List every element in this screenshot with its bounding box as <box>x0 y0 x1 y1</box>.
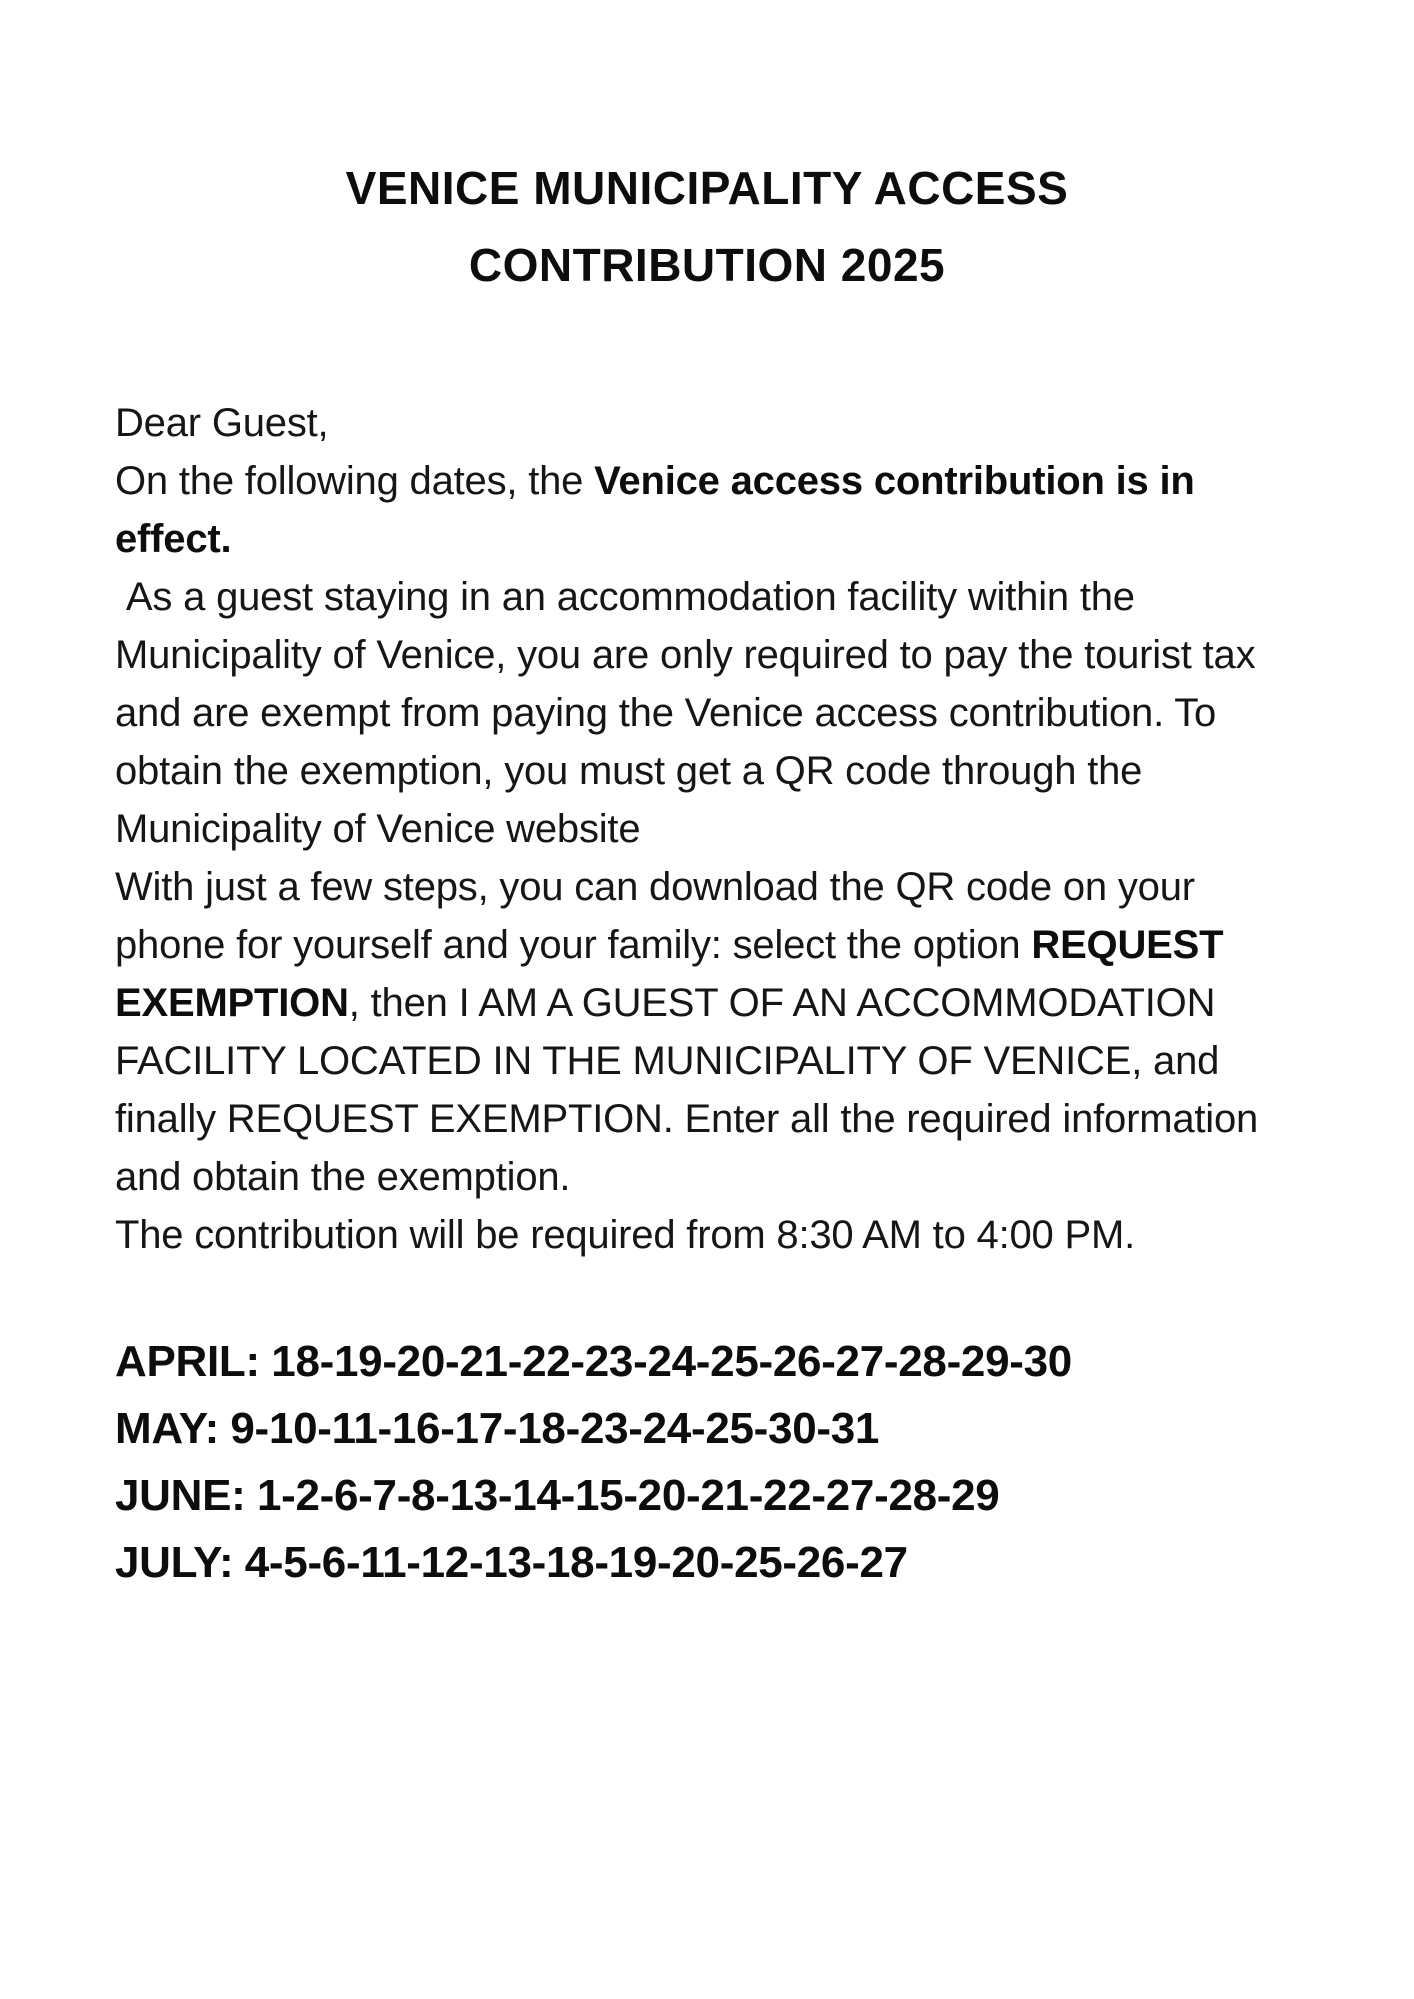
document-body <box>115 394 1306 1264</box>
guest-exemption-text: As a guest staying in an accommodation facility within the Municipality of Venice, you are only required to pay the tourist tax and are exempt from paying the Venice access contribution. To obtain the exemption, you must get a QR code through the Municipality of Venice website <box>115 575 1267 851</box>
date-row-may <box>115 1395 1314 1462</box>
days-july: 4-5-6-11-12-13-18-19-20-25-26-27 <box>244 1538 908 1587</box>
title-line-1: VENICE MUNICIPALITY ACCESS <box>345 162 1069 214</box>
date-row-july <box>115 1529 1314 1596</box>
document-title <box>0 0 1414 304</box>
greeting-line <box>115 394 1306 452</box>
days-may: 9-10-11-16-17-18-23-24-25-30-31 <box>230 1404 880 1453</box>
steps-paragraph <box>115 858 1306 1206</box>
title-line-2: CONTRIBUTION 2025 <box>468 239 946 291</box>
date-row-june <box>115 1462 1314 1529</box>
date-row-april <box>115 1328 1314 1395</box>
month-label-april: APRIL: <box>115 1337 260 1386</box>
month-label-may: MAY: <box>115 1404 219 1453</box>
month-label-july: JULY: <box>115 1538 234 1587</box>
greeting-text: Dear Guest, <box>115 401 329 445</box>
steps-text-part1: With just a few steps, you can download the QR code on your phone for yourself and your family: select the option <box>115 865 1206 967</box>
dates-list <box>115 1328 1314 1596</box>
month-label-june: JUNE: <box>115 1471 246 1520</box>
days-june: 1-2-6-7-8-13-14-15-20-21-22-27-28-29 <box>256 1471 1000 1520</box>
intro-paragraph <box>115 452 1306 568</box>
hours-text: The contribution will be required from 8:30 AM to 4:00 PM. <box>115 1213 1136 1257</box>
intro-text-bold: Venice access contribution is in effect. <box>115 459 1206 561</box>
intro-text-normal: On the following dates, the <box>115 459 595 503</box>
guest-exemption-paragraph <box>115 568 1306 858</box>
hours-paragraph <box>115 1206 1306 1264</box>
days-april: 18-19-20-21-22-23-24-25-26-27-28-29-30 <box>271 1337 1072 1386</box>
request-exemption-bold: REQUEST EXEMPTION <box>115 923 1235 1025</box>
steps-text-part2: , then I AM A GUEST OF AN ACCOMMODATION FACILITY LOCATED IN THE MUNICIPALITY OF VENICE, and finally REQUEST EXEMPTION. Enter all the required information and obtain the exemption. <box>115 981 1269 1199</box>
